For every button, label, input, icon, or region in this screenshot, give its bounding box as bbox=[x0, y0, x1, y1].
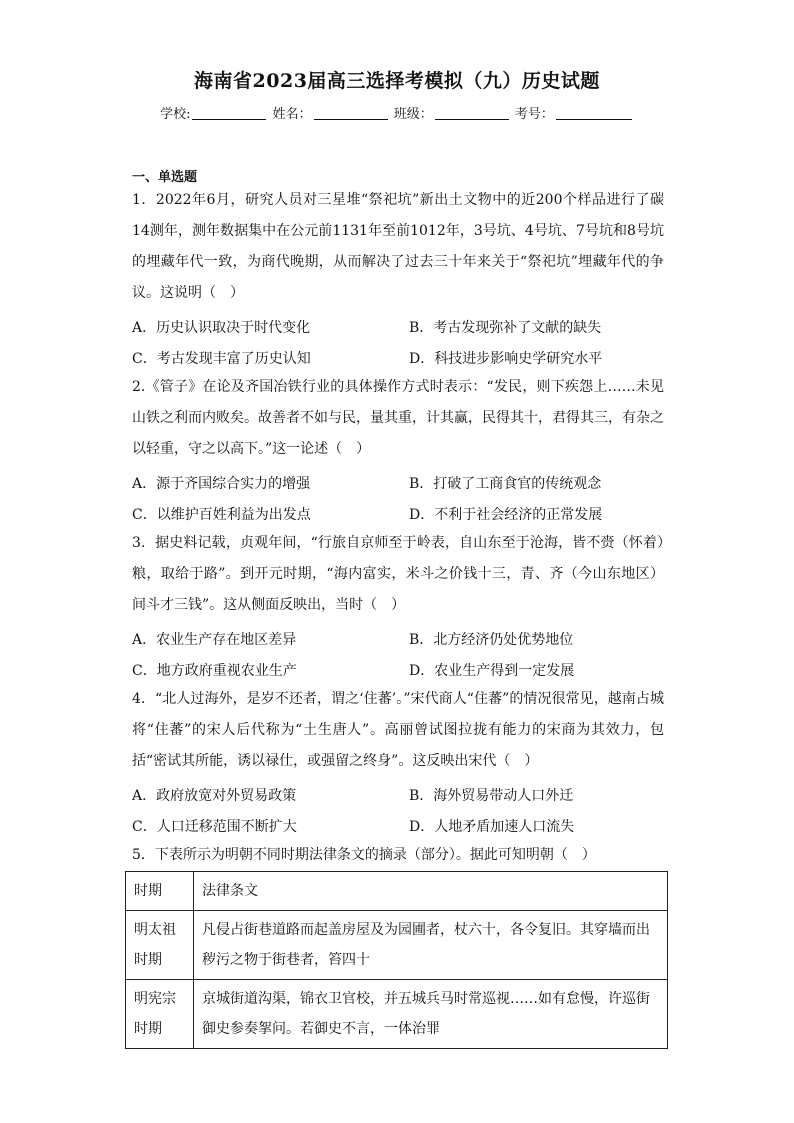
table-header-law: 法律条文 bbox=[194, 872, 668, 911]
question-1-stem: 1．2022年6月，研究人员对三星堆“祭祀坑”新出土文物中的近200个样品进行了碳14测年，测年数据集中在公元前1131年至前1012年，3号坑、4号坑、7号坑和8号坑的埋藏年代一致，为商代晚期，从而解决了过去三十年来关于“祭祀坑”埋藏年代的争议。这说明（ ） bbox=[132, 192, 664, 301]
question-3-option-d[interactable]: D．农业生产得到一定发展 bbox=[409, 663, 575, 679]
question-5-stem: 5．下表所示为明朝不同时期法律条文的摘录（部分）。据此可知明朝（ ） bbox=[132, 847, 596, 863]
question-3-option-b[interactable]: B．北方经济仍处优势地位 bbox=[409, 632, 574, 648]
section-heading: 一、单选题 bbox=[132, 170, 198, 185]
question-2-option-c[interactable]: C．以维护百姓利益为出发点 bbox=[132, 507, 311, 523]
question-4-options bbox=[132, 785, 664, 833]
law-table bbox=[125, 871, 668, 1049]
question-4-option-a[interactable]: A．政府放宽对外贸易政策 bbox=[132, 788, 297, 804]
class-label: 班级： bbox=[393, 107, 433, 122]
exam-title: 海南省2023届高三选择考模拟（九）历史试题 bbox=[194, 70, 600, 92]
exam-no-blank[interactable] bbox=[556, 105, 632, 120]
question-1-option-b[interactable]: B．考古发现弥补了文献的缺失 bbox=[409, 320, 602, 336]
question-4-option-c[interactable]: C．人口迁移范围不断扩大 bbox=[132, 819, 297, 835]
question-4-option-b[interactable]: B．海外贸易带动人口外迁 bbox=[409, 788, 574, 804]
question-1-options bbox=[132, 317, 664, 365]
question-2-options bbox=[132, 473, 664, 521]
question-3-option-a[interactable]: A．农业生产存在地区差异 bbox=[132, 632, 297, 648]
table-cell-period: 明宪宗时期 bbox=[126, 980, 194, 1049]
table-header-row bbox=[126, 872, 668, 911]
question-3-options bbox=[132, 629, 664, 677]
question-3-option-c[interactable]: C．地方政府重视农业生产 bbox=[132, 663, 297, 679]
name-blank[interactable] bbox=[314, 105, 388, 120]
school-label: 学校: bbox=[160, 107, 191, 122]
class-blank[interactable] bbox=[435, 105, 509, 120]
question-1-option-a[interactable]: A．历史认识取决于时代变化 bbox=[132, 320, 311, 336]
name-label: 姓名： bbox=[272, 107, 312, 122]
table-cell-law: 京城街道沟渠，锦衣卫官校，并五城兵马时常巡视……如有怠慢，许巡街御史参奏挐问。若御史不言，一体治罪 bbox=[194, 980, 668, 1049]
question-4-option-d[interactable]: D．人地矛盾加速人口流失 bbox=[409, 819, 575, 835]
question-2-option-b[interactable]: B．打破了工商食官的传统观念 bbox=[409, 476, 602, 492]
school-blank[interactable] bbox=[192, 105, 266, 120]
question-2-stem: 2.《管子》在论及齐国冶铁行业的具体操作方式时表示：“发民，则下疾怨上……未见山铁之利而内败矣。故善者不如与民，量其重，计其赢，民得其十，君得其三，有杂之以轻重，守之以高下。”这一论述（ ） bbox=[132, 379, 664, 457]
question-4-stem: 4．“北人过海外，是岁不还者，谓之‘住蕃’。”宋代商人“住蕃”的情况很常见，越南占城将“住蕃”的宋人后代称为“土生唐人”。高丽曾试图拉拢有能力的宋商为其效力，包括“密试其所能，诱以禄仕，或强留之终身”。这反映出宋代（ ） bbox=[132, 691, 664, 769]
table-cell-law: 凡侵占街巷道路而起盖房屋及为园圃者，杖六十，各令复旧。其穿墙而出秽污之物于街巷者，笞四十 bbox=[194, 911, 668, 980]
question-3-stem: 3．据史料记载，贞观年间，“行旅自京师至于岭表，自山东至于沧海，皆不赍（怀着）粮，取给于路”。到开元时期，“海内富实，米斗之价钱十三，青、齐（今山东地区）间斗才三钱”。这从侧面反映出，当时（ ） bbox=[132, 535, 664, 613]
table-row bbox=[126, 911, 668, 980]
question-2-option-a[interactable]: A．源于齐国综合实力的增强 bbox=[132, 476, 311, 492]
question-1-option-c[interactable]: C．考古发现丰富了历史认知 bbox=[132, 351, 311, 367]
table-row bbox=[126, 980, 668, 1049]
question-1-option-d[interactable]: D．科技进步影响史学研究水平 bbox=[409, 351, 603, 367]
table-cell-period: 明太祖时期 bbox=[126, 911, 194, 980]
question-2-option-d[interactable]: D．不利于社会经济的正常发展 bbox=[409, 507, 603, 523]
table-header-period: 时期 bbox=[126, 872, 194, 911]
exam-no-label: 考号： bbox=[514, 107, 554, 122]
student-info-line bbox=[0, 103, 794, 122]
